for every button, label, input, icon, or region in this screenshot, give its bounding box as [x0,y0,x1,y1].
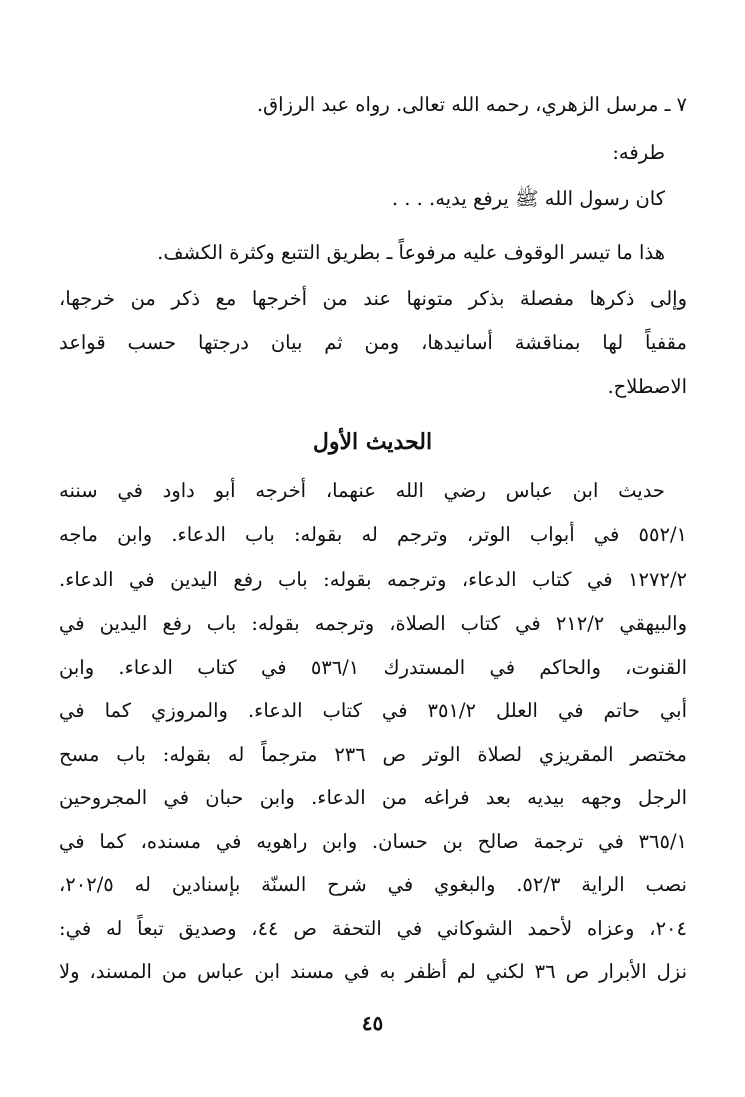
body-line: أبي حاتم في العلل ٣٥١/٢ في كتاب الدعاء. والمروزي كما في [59,699,688,722]
page-number: ٤٥ [361,1011,384,1035]
intro-line: مقفياً لها بمناقشة أسانيدها، ومن ثم بيان درجتها حسب قواعد [59,331,687,354]
body-line: مختصر المقريزي لصلاة الوتر ص ٢٣٦ مترجماً له بقوله: باب مسح [59,743,687,766]
intro-line: وإلى ذكرها مفصلة بذكر متونها عند من أخرجها مع ذكر من خرجها، [59,287,687,310]
body-line: حديث ابن عباس رضي الله عنهما، أخرجه أبو داود في سننه [59,479,665,502]
body-line: ٢٠٤، وعزاه لأحمد الشوكاني في التحفة ص ٤٤، وصديق تبعاً له في: [59,917,687,940]
body-line: ٥٥٢/١ في أبواب الوتر، وترجم له بقوله: باب الدعاء. وابن ماجه [59,523,687,546]
body-line: نصب الراية ٥٢/٣. والبغوي في شرح السنّة بإسنادين له ٢٠٢/٥، [59,873,687,896]
intro-line: هذا ما تيسر الوقوف عليه مرفوعاً ـ بطريق التتبع وكثرة الكشف. [157,241,665,264]
body-line: الرجل وجهه بيديه بعد فراغه من الدعاء. وابن حبان في المجروحين [59,786,687,809]
body-line: نزل الأبرار ص ٣٦ لكني لم أظفر به في مسند ابن عباس من المسند، ولا [59,960,687,983]
body-line: والبيهقي ٢١٢/٢ في كتاب الصلاة، وترجمه بقوله: باب رفع اليدين في [59,612,687,635]
text-line-tarafuh: كان رسول الله ﷺ يرفع يديه. . . . [391,187,665,210]
body-line: القنوت، والحاكم في المستدرك ٥٣٦/١ في كتاب الدعاء. وابن [59,656,688,679]
body-line: ١٢٧٢/٢ في كتاب الدعاء، وترجمه بقوله: باب رفع اليدين في الدعاء. [59,568,687,591]
body-line: ٣٦٥/١ في ترجمة صالح بن حسان. وابن راهويه في مسنده، كما في [59,830,687,853]
section-heading: الحديث الأول [312,429,433,455]
intro-line: الاصطلاح. [607,375,687,398]
text-line-item-7: ٧ ـ مرسل الزهري، رحمه الله تعالى. رواه عبد الرزاق. [256,93,687,116]
text-line-tarafuh-label: طرفه: [612,141,665,164]
